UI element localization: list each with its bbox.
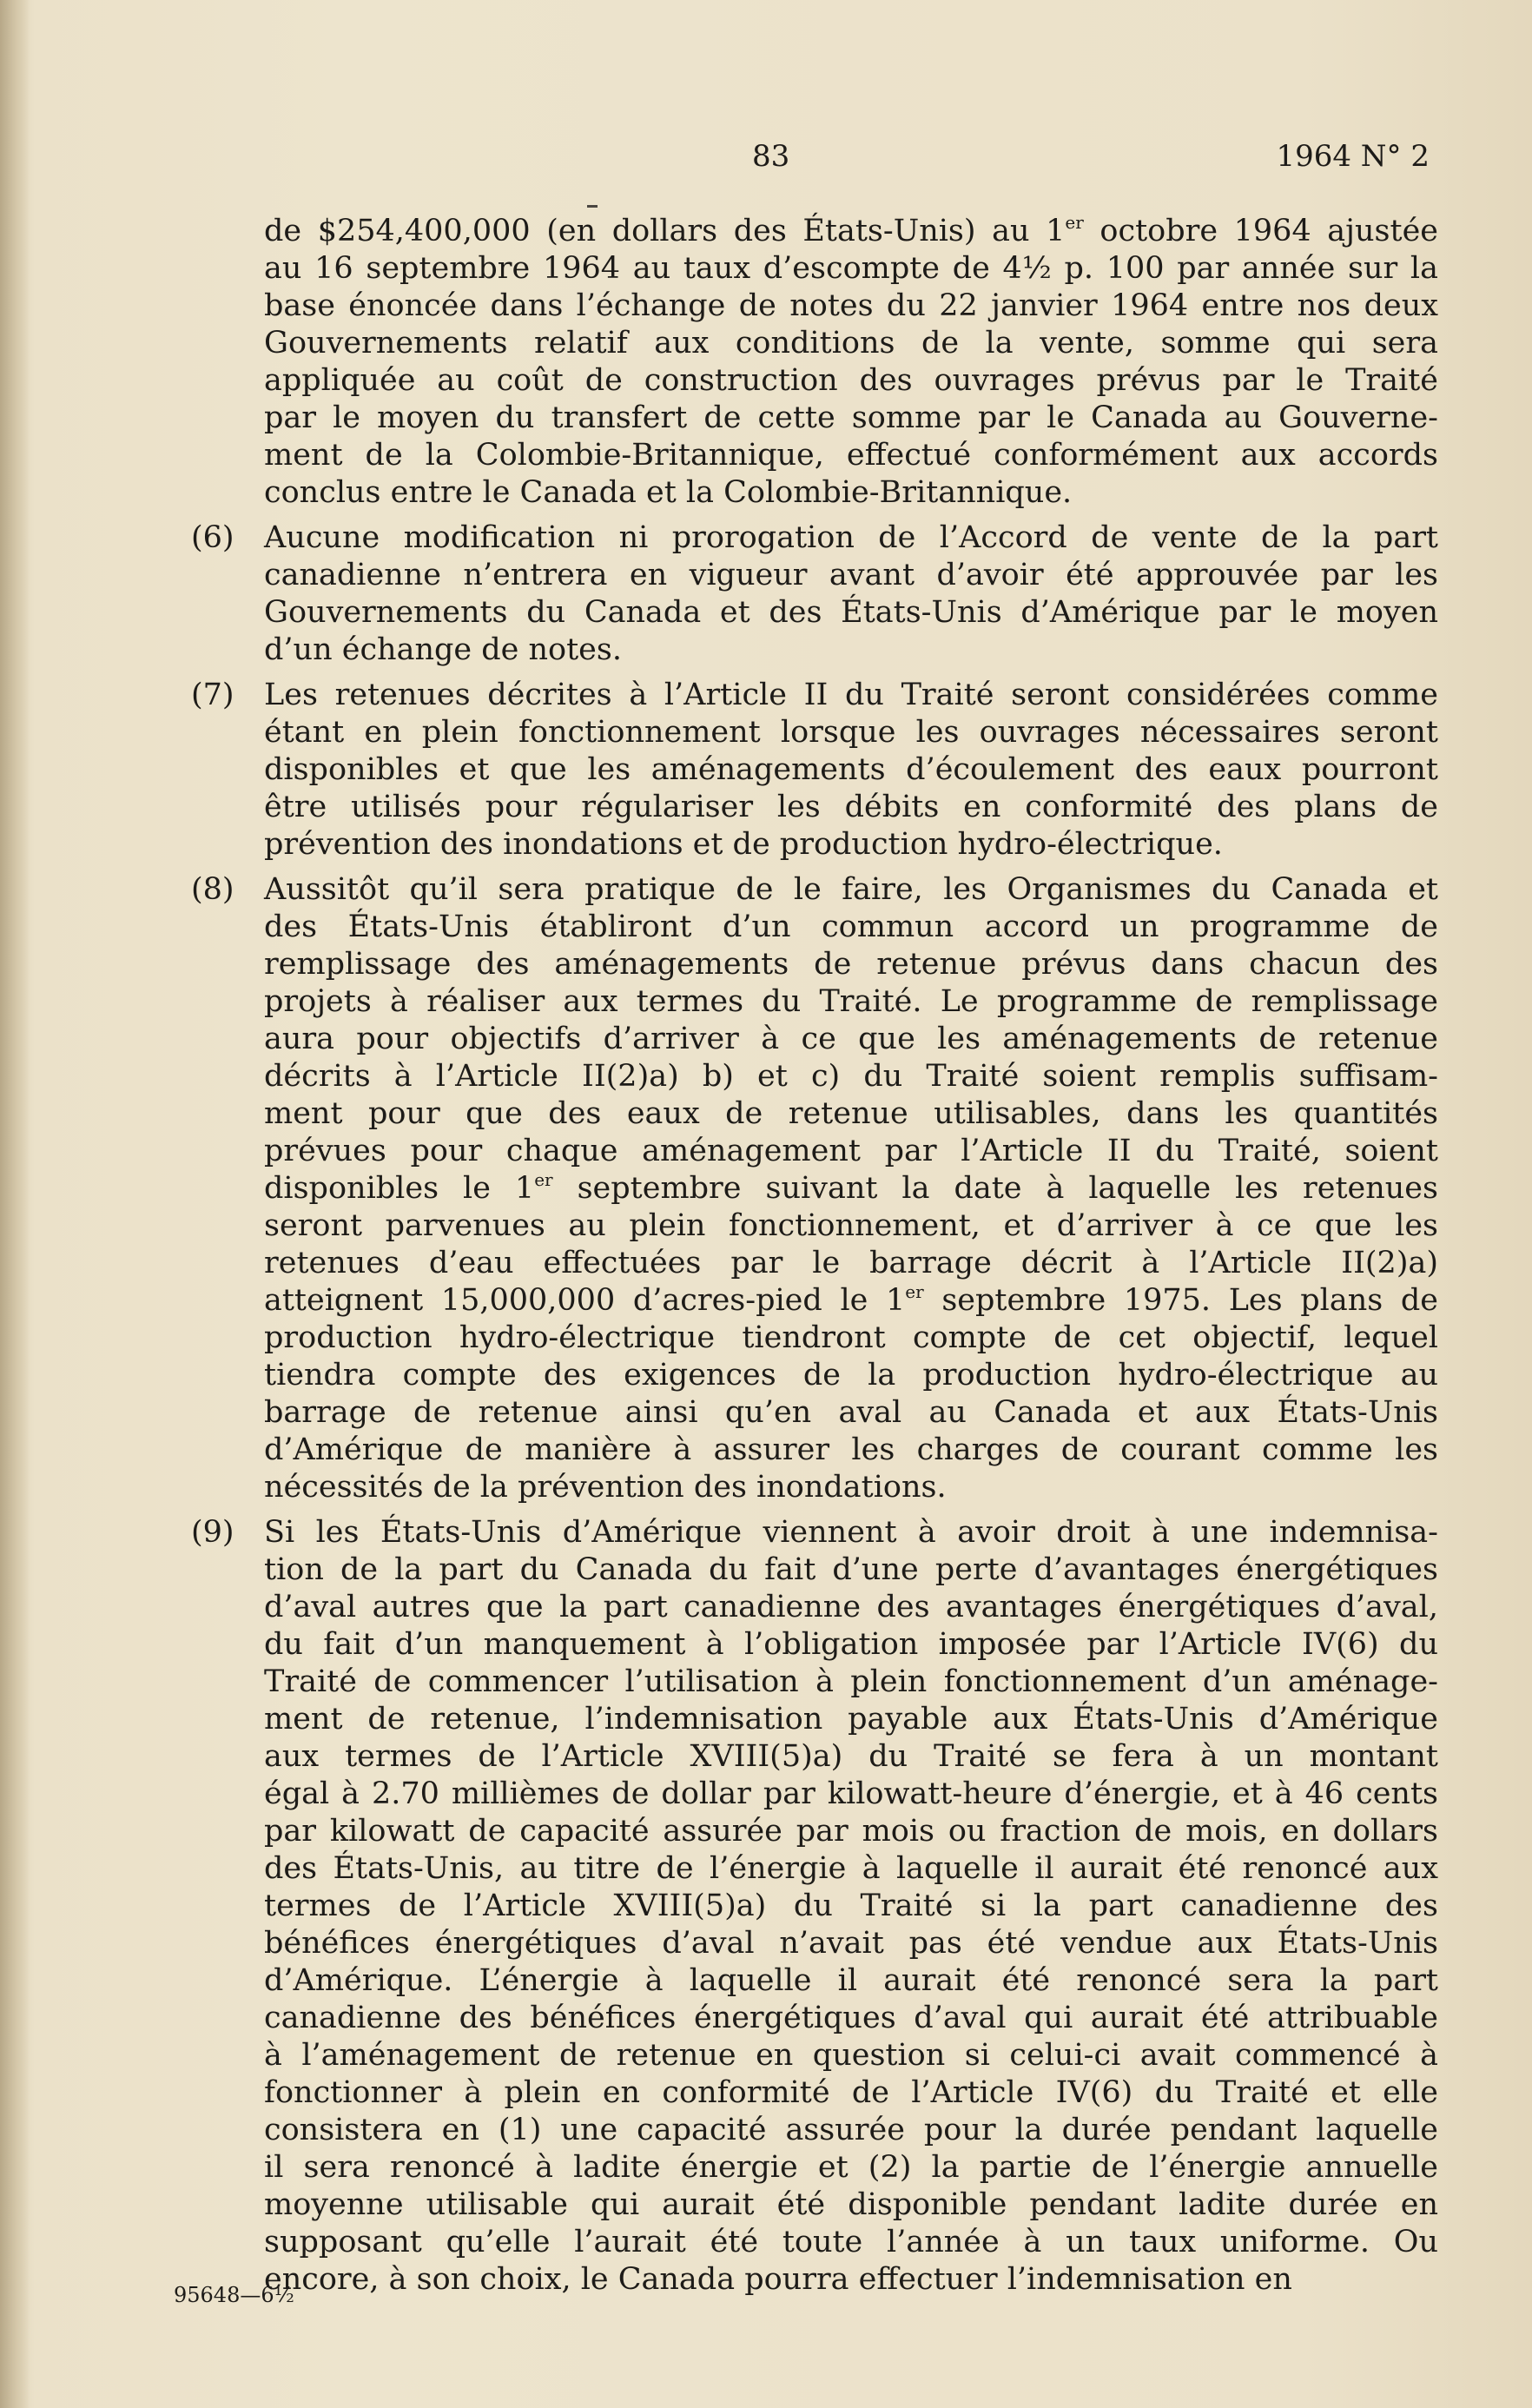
text-line: projets à réaliser aux termes du Traité. Le programme de remplissage (264, 984, 1438, 1019)
text-line: atteignent 15,000,000 d’acres-pied le 1er septembre 1975. Les plans de (264, 1281, 1438, 1318)
text-line: termes de l’Article XVIII(5)a) du Traité si la part canadienne des (264, 1889, 1438, 1923)
text-line: Gouvernements du Canada et des États-Unis d’Amérique par le moyen (264, 595, 1438, 630)
text-line: ment pour que des eaux de retenue utilisables, dans les quantités (264, 1096, 1438, 1131)
text-line: Gouvernements relatif aux conditions de la vente, somme qui sera (264, 326, 1438, 361)
text-line: des États-Unis établiront d’un commun accord un programme de (264, 910, 1438, 944)
text-line: fonctionner à plein en conformité de l’Article IV(6) du Traité et elle (264, 2075, 1438, 2110)
text-line: décrits à l’Article II(2)a) b) et c) du Traité soient remplis suffisam- (264, 1059, 1438, 1094)
page-number: 83 (752, 139, 790, 174)
text-line: production hydro-électrique tiendront compte de cet objectif, lequel (264, 1320, 1438, 1355)
text-line: remplissage des aménagements de retenue prévus dans chacun des (264, 947, 1438, 982)
text-line: encore, à son choix, le Canada pourra effectuer l’indemnisation en (264, 2262, 1292, 2297)
paragraph-number: (8) (191, 872, 234, 907)
paragraph (191, 871, 1438, 1506)
page-header (0, 139, 1532, 182)
text-line: moyenne utilisable qui aurait été disponible pendant ladite durée en (264, 2187, 1438, 2222)
text-line: du fait d’un manquement à l’obligation imposée par l’Article IV(6) du (264, 1627, 1438, 1662)
paragraph (191, 1514, 1438, 2299)
text-line: ment de la Colombie-Britannique, effectué conformément aux accords (264, 438, 1438, 473)
text-line: barrage de retenue ainsi qu’en aval au Canada et aux États-Unis (264, 1395, 1438, 1430)
text-line: prévues pour chaque aménagement par l’Article II du Traité, soient (264, 1134, 1438, 1168)
text-line: par le moyen du transfert de cette somme par le Canada au Gouverne- (264, 400, 1438, 435)
body-text (191, 213, 1438, 2306)
printer-code: 95648—6½ (174, 2283, 294, 2307)
text-line: tiendra compte des exigences de la production hydro-électrique au (264, 1358, 1438, 1393)
text-line: retenues d’eau effectuées par le barrage décrit à l’Article II(2)a) (264, 1246, 1438, 1280)
text-line: égal à 2.70 millièmes de dollar par kilowatt-heure d’énergie, et à 46 cents (264, 1776, 1438, 1811)
text-line: Aucune modification ni prorogation de l’Accord de vente de la part (264, 520, 1438, 555)
text-line: seront parvenues au plein fonctionnement, et d’arriver à ce que les (264, 1208, 1438, 1243)
paragraph-number: (6) (191, 520, 234, 555)
text-line: étant en plein fonctionnement lorsque les ouvrages nécessaires seront (264, 715, 1438, 750)
text-line: de $254,400,000 (en dollars des États-Unis) au 1er octobre 1964 ajustée (264, 212, 1439, 248)
paragraph (191, 677, 1438, 863)
paragraph (191, 519, 1438, 669)
text-line: Aussitôt qu’il sera pratique de le faire, les Organismes du Canada et (264, 872, 1438, 907)
text-line: d’un échange de notes. (264, 632, 622, 667)
text-line: à l’aménagement de retenue en question si celui-ci avait commencé à (264, 2038, 1438, 2073)
text-line: disponibles le 1er septembre suivant la date à laquelle les retenues (264, 1169, 1438, 1206)
text-line: canadienne n’entrera en vigueur avant d’avoir été approuvée par les (264, 558, 1438, 592)
text-line: d’Amérique de manière à assurer les charges de courant comme les (264, 1432, 1438, 1467)
text-line: supposant qu’elle l’aurait été toute l’année à un taux uniforme. Ou (264, 2225, 1438, 2259)
text-line: bénéfices énergétiques d’aval n’avait pas été vendue aux États-Unis (264, 1926, 1438, 1961)
text-line: il sera renoncé à ladite énergie et (2) la partie de l’énergie annuelle (264, 2150, 1438, 2185)
text-line: être utilisés pour régulariser les débits en conformité des plans de (264, 790, 1438, 824)
text-line: disponibles et que les aménagements d’écoulement des eaux pourront (264, 752, 1438, 787)
paragraph (191, 213, 1438, 512)
running-head: 1964 N° 2 (1276, 139, 1430, 174)
paragraph-number: (7) (191, 678, 234, 712)
text-line: des États-Unis, au titre de l’énergie à laquelle il aurait été renoncé aux (264, 1851, 1438, 1886)
text-line: conclus entre le Canada et la Colombie-Britannique. (264, 475, 1073, 510)
text-line: par kilowatt de capacité assurée par mois ou fraction de mois, en dollars (264, 1814, 1438, 1849)
text-line: prévention des inondations et de production hydro-électrique. (264, 827, 1223, 862)
text-line: tion de la part du Canada du fait d’une perte d’avantages énergétiques (264, 1552, 1438, 1587)
text-line: Traité de commencer l’utilisation à plein fonctionnement d’un aménage- (264, 1664, 1438, 1699)
text-line: aux termes de l’Article XVIII(5)a) du Traité se fera à un montant (264, 1739, 1438, 1774)
text-line: base énoncée dans l’échange de notes du 22 janvier 1964 entre nos deux (264, 288, 1438, 323)
text-line: ment de retenue, l’indemnisation payable aux États-Unis d’Amérique (264, 1702, 1438, 1737)
text-line: au 16 septembre 1964 au taux d’escompte de 4½ p. 100 par année sur la (264, 251, 1438, 286)
print-mark (587, 205, 598, 208)
text-line: aura pour objectifs d’arriver à ce que les aménagements de retenue (264, 1022, 1438, 1056)
text-line: canadienne des bénéfices énergétiques d’aval qui aurait été attribuable (264, 2001, 1438, 2035)
text-line: Les retenues décrites à l’Article II du Traité seront considérées comme (264, 678, 1438, 712)
text-line: consistera en (1) une capacité assurée pour la durée pendant laquelle (264, 2113, 1438, 2147)
text-line: d’Amérique. L’énergie à laquelle il aurait été renoncé sera la part (264, 1963, 1438, 1998)
binding-shadow (0, 0, 30, 2408)
text-line: d’aval autres que la part canadienne des avantages énergétiques d’aval, (264, 1590, 1438, 1624)
text-line: nécessités de la prévention des inondations. (264, 1470, 947, 1505)
paragraph-number: (9) (191, 1515, 234, 1550)
text-line: appliquée au coût de construction des ouvrages prévus par le Traité (264, 363, 1438, 398)
text-line: Si les États-Unis d’Amérique viennent à avoir droit à une indemnisa- (264, 1515, 1438, 1550)
